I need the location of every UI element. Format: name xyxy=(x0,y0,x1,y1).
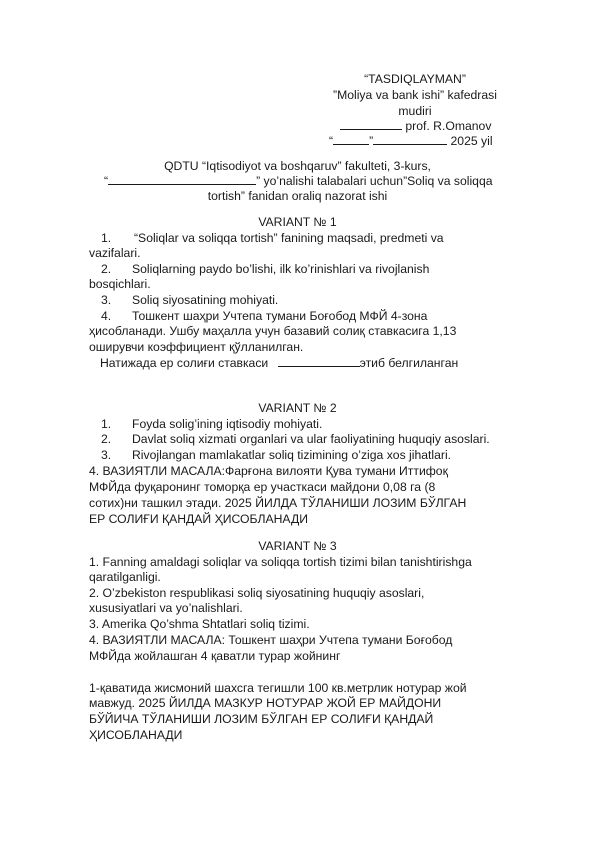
v3-q4-line-d: мавжуд. 2025 ЙИЛДА МАЗКУР НОТУРАР ЖОЙ ЕР МАЙДОНИ xyxy=(89,696,442,710)
rate-blank xyxy=(278,356,360,367)
v3-q3: 3. Amerika Qo’shma Shtatlari soliq tizimi. xyxy=(89,617,310,631)
v3-q4-line-f: ҲИСОБЛАНАДИ xyxy=(89,728,183,742)
v3-q4-line-b: МФЙда жойлашган 4 қаватли турар жойнинг xyxy=(89,649,341,663)
v1-q4-line-b: ҳисобланади. Ушбу маҳалла учун базавий солиқ ставкасига 1,13 xyxy=(89,324,457,338)
v1-q4-line-d xyxy=(100,356,458,370)
approval-signature-line xyxy=(340,119,491,133)
v2-q3: Rivojlangan mamlakatlar soliq tizimining o’ziga xos jihatlari. xyxy=(132,448,452,462)
v1-q2-line-b: bosqichlari. xyxy=(89,277,151,291)
approval-department: ”Moliya va bank ishi” kafedrasi xyxy=(333,88,497,102)
approval-year: 2025 yil xyxy=(450,134,493,148)
signature-blank xyxy=(340,119,402,130)
v3-q4-line-c: 1-қаватида жисмоний шахсга тегишли 100 кв.метрлик нотурар жой xyxy=(89,681,467,695)
v3-q2-line-b: xususiyatlari va yo’nalishlari. xyxy=(89,601,243,615)
v2-q4-line-a: 4. ВАЗИЯТЛИ МАСАЛА:Фарғона вилояти Қува тумани Иттифоқ xyxy=(89,464,448,478)
v2-q4-line-c: сотих)ни ташкил этади. 2025 ЙИЛДА ТЎЛАНИШИ ЛОЗИМ БЎЛГАН xyxy=(89,496,467,510)
variant-3-title: VARIANT № 3 xyxy=(258,539,337,553)
v1-q3-number: 3. xyxy=(101,293,112,307)
v1-q1-line-a: “Soliqlar va soliqqa tortish” fanining maqsadi, predmeti va xyxy=(134,231,444,245)
direction-blank xyxy=(108,174,256,185)
v1-q1-number: 1. xyxy=(101,231,112,245)
v2-q3-number: 3. xyxy=(101,448,112,462)
v1-q2-number: 2. xyxy=(101,262,112,276)
v3-q4-line-e: БЎЙИЧА ТЎЛАНИШИ ЛОЗИМ БЎЛГАН ЕР СОЛИҒИ ҚАНДАЙ xyxy=(89,712,434,726)
v1-q4-line-d-tail: этиб белгиланган xyxy=(359,356,459,370)
v3-q1-line-b: qaratilganligi. xyxy=(89,570,161,584)
approval-title: “TASDIQLAYMAN” xyxy=(364,72,466,86)
heading-line-3: tortish” fanidan oraliq nazorat ishi xyxy=(207,189,388,203)
v2-q4-line-d: ЕР СОЛИҒИ ҚАНДАЙ ҲИСОБЛАНАДИ xyxy=(89,512,308,526)
v1-q2-line-a: Soliqlarning paydo bo’lishi, ilk ko’rinishlari va rivojlanish xyxy=(132,262,430,276)
day-blank xyxy=(333,134,369,145)
variant-1-title: VARIANT № 1 xyxy=(258,215,337,229)
v1-q3: Soliq siyosatining mohiyati. xyxy=(132,293,279,307)
approval-date-line: “ ” 2025 yil xyxy=(329,134,493,148)
v2-q4-line-b: МФЙда фуқаронинг томорқа ер участкаси майдони 0,08 га (8 xyxy=(89,480,436,494)
v3-q1-line-a: 1. Fanning amaldagi soliqlar va soliqqa tortish tizimi bilan tanishtirishga xyxy=(89,555,472,569)
v2-q1-number: 1. xyxy=(101,417,112,431)
v1-q1-line-b: vazifalari. xyxy=(89,246,141,260)
approval-name: prof. R.Omanov xyxy=(405,119,492,133)
month-blank xyxy=(373,134,447,145)
approval-position: mudiri xyxy=(398,104,432,118)
variant-2-title: VARIANT № 2 xyxy=(258,401,337,415)
heading-line-1: QDTU “Iqtisodiyot va boshqaruv” fakulteti, 3-kurs, xyxy=(164,159,431,173)
v2-q2: Davlat soliq xizmati organlari va ular faoliyatining huquqiy asoslari. xyxy=(132,432,490,446)
v3-q4-line-a: 4. ВАЗИЯТЛИ МАСАЛА: Тошкент шаҳри Учтепа тумани Боғобод xyxy=(89,633,453,647)
v1-q4-line-d-head: Натижада ер солиғи ставкаси xyxy=(100,356,269,370)
heading-line-2: “ ” yo’nalishi talabalari uchun”Soliq va soliqqa xyxy=(104,174,493,188)
v2-q2-number: 2. xyxy=(101,432,112,446)
v2-q1: Foyda solig’ining iqtisodiy mohiyati. xyxy=(132,417,323,431)
v1-q4-line-a: Тошкент шаҳри Учтепа тумани Боғобод МФЙ 4-зона xyxy=(132,309,428,323)
v1-q4-number: 4. xyxy=(101,309,112,323)
v1-q4-line-c: оширувчи коэффициент қўлланилган. xyxy=(89,340,304,354)
heading-line-2-text: ” yo’nalishi talabalari uchun”Soliq va soliqqa xyxy=(256,174,493,188)
v3-q2-line-a: 2. O’zbekiston respublikasi soliq siyosatining huquqiy asoslari, xyxy=(89,586,425,600)
